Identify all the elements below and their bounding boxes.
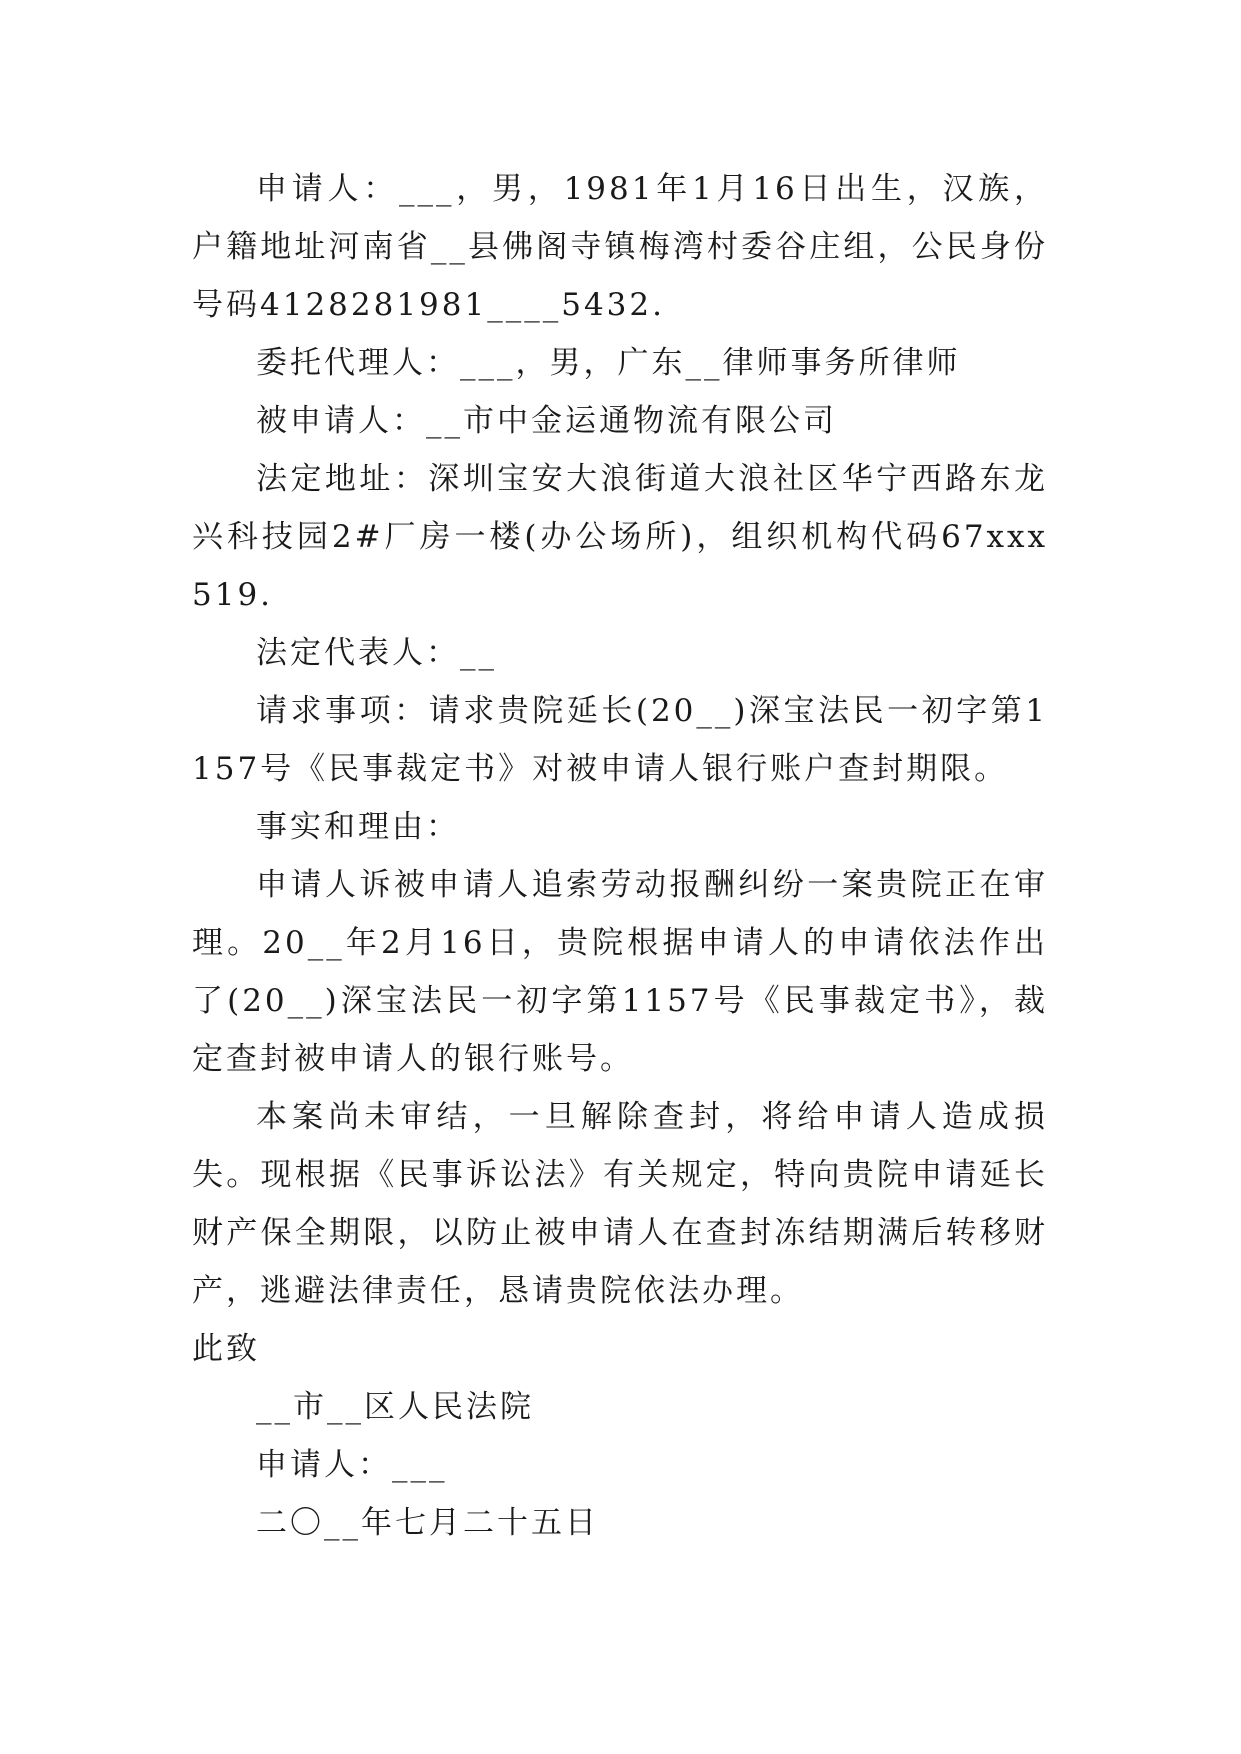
- request-paragraph: 请求事项：请求贵院延长(20__)深宝法民一初字第1157号《民事裁定书》对被申请人银行账户查封期限。: [192, 693, 1048, 787]
- legal-address-paragraph: 法定地址：深圳宝安大浪街道大浪社区华宁西路东龙兴科技园2#厂房一楼(办公场所)，组织机构代码67xxx519.: [192, 461, 1048, 613]
- agent-paragraph: 委托代理人：___，男，广东__律师事务所律师: [256, 345, 961, 381]
- applicant-paragraph: 申请人：___，男，1981年1月16日出生，汉族，户籍地址河南省__县佛阁寺镇梅湾村委谷庄组，公民身份号码4128281981____5432.: [192, 171, 1048, 323]
- facts-paragraph-1: 申请人诉被申请人追索劳动报酬纠纷一案贵院正在审理。20__年2月16日，贵院根据申请人的申请依法作出了(20__)深宝法民一初字第1157号《民事裁定书》，裁定查封被申请人的银行账号。: [192, 867, 1048, 1077]
- facts-paragraph-2: 本案尚未审结，一旦解除查封，将给申请人造成损失。现根据《民事诉讼法》有关规定，特向贵院申请延长财产保全期限，以防止被申请人在查封冻结期满后转移财产，逃避法律责任，恳请贵院依法办理。: [192, 1099, 1048, 1309]
- document-body: [192, 160, 1048, 1552]
- legal-representative-paragraph: 法定代表人：__: [256, 635, 497, 671]
- respondent-paragraph: 被申请人：__市中金运通物流有限公司: [256, 403, 837, 439]
- date-line: 二〇__年七月二十五日: [256, 1505, 599, 1541]
- closing-salutation: 此致: [192, 1331, 260, 1367]
- court-addressee: __市__区人民法院: [256, 1389, 534, 1425]
- facts-heading: 事实和理由：: [256, 809, 460, 845]
- signature-line: 申请人：___: [256, 1447, 448, 1483]
